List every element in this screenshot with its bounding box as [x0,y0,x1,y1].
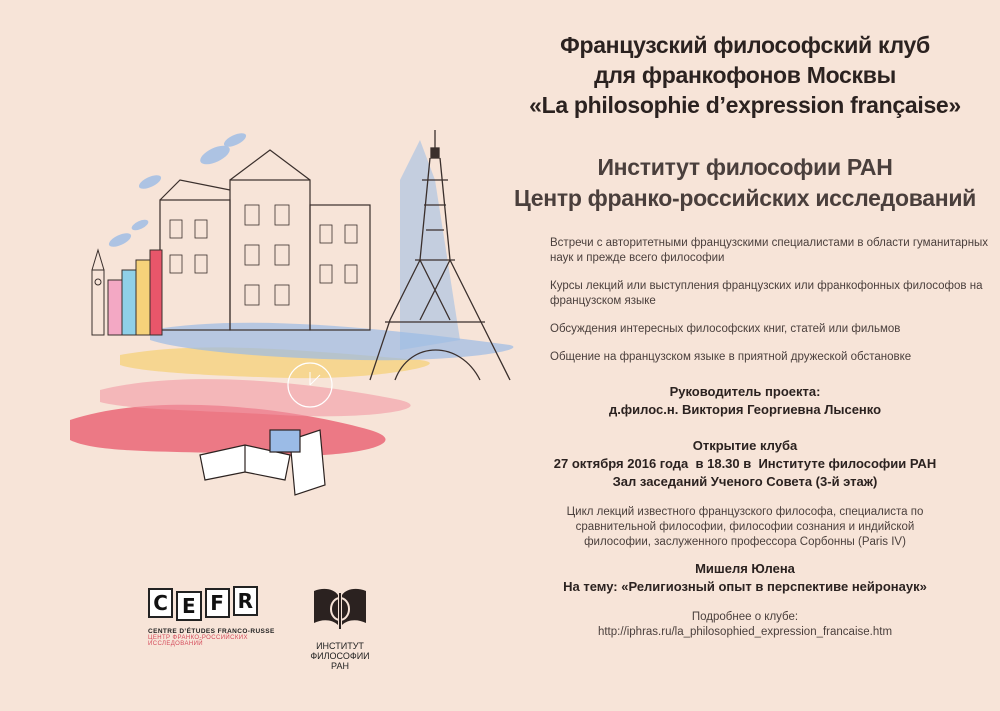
lecture-line-2: сравнительной философии, философии сознания и индийской [575,521,915,533]
institute-logo-caption [300,641,380,671]
lecture-description [500,505,990,550]
paint-stroke-blue-2 [400,140,460,350]
colorful-houses [108,250,162,335]
opening-room: Зал заседаний Ученого Совета (3-й этаж) [612,474,878,489]
cefr-letter: F [205,588,230,618]
feature-item: Обсуждения интересных философских книг, статей или фильмов [550,323,901,335]
institute-block [500,152,990,214]
cefr-letter: C [148,588,173,618]
feature-item: Встречи с авторитетными французскими специалистами в области гуманитарных наук и прежде всего философии [550,237,989,264]
institute-line-2: Центр франко-российских исследований [514,185,976,211]
clock-tower [92,250,104,335]
feature-item: Общение на французском языке в приятной дружеской обстановке [550,351,912,363]
more-info-url[interactable]: http://iphras.ru/la_philosophied_expression_francaise.htm [597,626,893,638]
more-info-label: Подробнее о клубе: [691,611,799,623]
clouds [107,130,248,249]
lecture-line-1: Цикл лекций известного французского философа, специалиста по [566,506,924,518]
buildings [160,150,370,330]
phi-emblem-icon [310,585,370,633]
feature-list [550,236,990,365]
institute-logo-line: ИНСТИТУТ [316,641,364,651]
project-lead-name: д.филос.н. Виктория Георгиевна Лысенко [608,402,882,417]
cefr-letters [148,588,258,618]
project-lead [500,383,990,419]
institute-logo [300,585,380,671]
text-column [500,30,990,640]
cefr-logo [148,588,275,647]
opening-datetime: 27 октября 2016 года в 18.30 в Институте философии РАН [553,456,937,471]
feature-item: Курсы лекций или выступления французских или франкофонных философов на французском языке [550,280,983,307]
cefr-letter: E [176,591,201,621]
cefr-letter: R [233,586,258,616]
club-title [500,30,990,120]
speaker-name: Мишеля Юлена [695,561,795,576]
title-line-1: Французский философский клуб [560,32,930,58]
lecture-line-3: философии, заслуженного профессора Сорбонны (Paris IV) [584,536,906,548]
lecture-topic: На тему: «Религиозный опыт в перспективе нейронаук» [563,579,927,594]
cefr-caption-fr: CENTRE D’ÉTUDES FRANCO-RUSSE [148,628,275,635]
more-info [500,610,990,640]
opening-label: Открытие клуба [692,438,798,453]
paris-illustration [40,110,540,530]
institute-logo-line: РАН [331,661,349,671]
institute-logo-line: ФИЛОСОФИИ [310,651,370,661]
title-line-2: для франкофонов Москвы [594,62,896,88]
opening-info [500,437,990,491]
project-lead-label: Руководитель проекта: [669,384,821,399]
title-line-3: «La philosophie d’expression française» [529,92,961,118]
lecture-speaker [500,560,990,596]
institute-line-1: Институт философии РАН [597,154,893,180]
cefr-caption-ru-1: ЦЕНТР ФРАНКО-РОССИЙСКИХ [148,635,248,641]
cefr-caption-ru-2: ИССЛЕДОВАНИЙ [148,641,204,647]
